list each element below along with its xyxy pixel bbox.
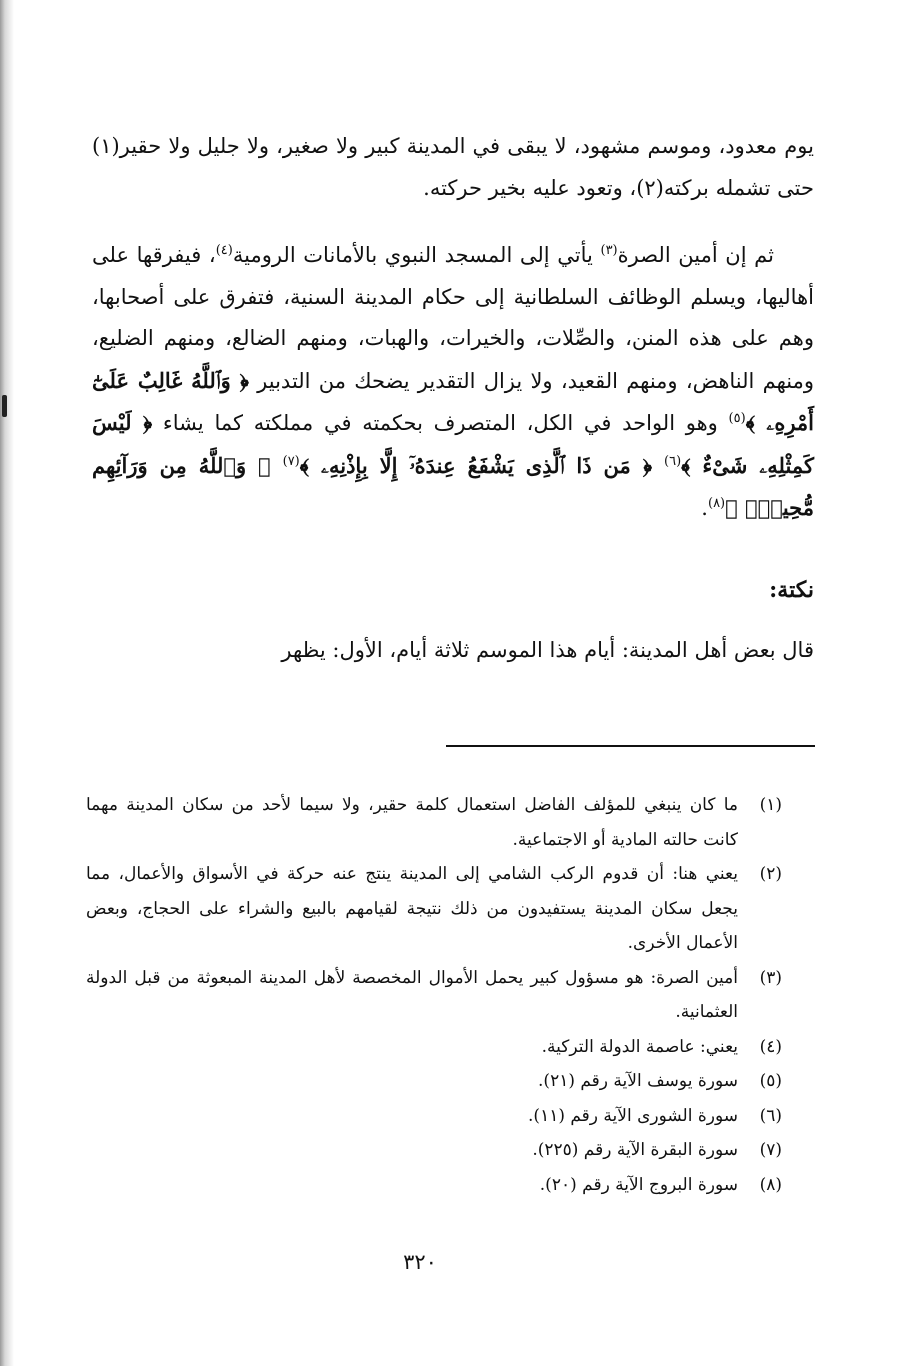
paragraph-2-part-1: ثم إن أمين الصرة [617, 243, 775, 267]
footnote-number: (٥) [759, 1071, 782, 1091]
binding-mark [2, 395, 7, 417]
footnote-text: أمين الصرة: هو مسؤول كبير يحمل الأموال المخصصة لأهل المدينة المبعوثة من قبل الدولة العثمانية. [86, 967, 738, 1022]
footnote-text: سورة الشورى الآية رقم (١١). [528, 1105, 738, 1126]
footnote-text: يعني: عاصمة الدولة التركية. [541, 1036, 738, 1057]
page-edge-shadow [0, 0, 16, 1366]
quran-verse-8: ﴿ وَٱللَّهُ مِن وَرَآئِهِم مُّحِيطٌۢ ﴾ [92, 452, 814, 520]
footnote-ref-4: (٤) [215, 243, 233, 258]
footnote-text: سورة البروج الآية رقم (٢٠). [539, 1174, 738, 1195]
footnote-number: (٦) [759, 1105, 782, 1126]
page-number: ٣٢٠ [403, 1250, 437, 1274]
footnote-number: (٣) [759, 967, 782, 988]
paragraph-2-end: . [701, 496, 708, 520]
paragraph-3-text: قال بعض أهل المدينة: أيام هذا الموسم ثلاثة أيام، الأول: يظهر [281, 637, 814, 662]
footnote-number: (١) [759, 795, 782, 815]
footnote-1 [86, 788, 782, 857]
paragraph-2-part-4: وهو الواحد في الكل، المتصرف بحكمته في مملكته كما يشاء [152, 411, 729, 435]
footnote-5 [86, 1064, 782, 1099]
footnote-4 [86, 1030, 782, 1065]
footnote-ref-5: (٥) [728, 411, 746, 426]
quran-verse-6: ﴿ لَيْسَ كَمِثْلِهِۦ شَىْءٌ ﴾ [92, 410, 814, 478]
footnote-number: (٧) [759, 1140, 782, 1160]
footnote-ref-8: (٨) [707, 496, 726, 511]
footnote-8 [86, 1168, 782, 1203]
footnote-text: يعني هنا: أن قدوم الركب الشامي إلى المدينة ينتج عنه حركة في الأسواق والأعمال، مما يجعل سكان المدينة يستفيدون من ذلك نتيجة لقيامهم بالبيع والشراء على الحجاج، وبعض الأعمال الأخرى. [86, 864, 738, 953]
footnote-number: (٢) [759, 864, 782, 884]
footnote-6 [86, 1099, 782, 1134]
paragraph-2-part-2: يأتي إلى المسجد النبوي بالأمانات الرومية [232, 243, 601, 267]
footnote-ref-7: (٧) [282, 453, 300, 469]
footnote-ref-3: (٣) [600, 243, 618, 258]
paragraph-2-text [92, 235, 814, 530]
footnote-2 [86, 857, 782, 961]
paragraph-1-text: يوم معدود، وموسم مشهود، لا يبقى في المدينة كبير ولا صغير، ولا جليل ولا حقير(١) حتى تشمله بركته(٢)، وتعود عليه بخير حركته. [92, 134, 814, 200]
paragraph-1 [92, 126, 814, 209]
footnote-text: سورة البقرة الآية رقم (٢٢٥). [532, 1140, 738, 1160]
footnotes [86, 788, 782, 1202]
main-text [92, 126, 814, 670]
paragraph-2 [92, 235, 814, 530]
quran-verse-5: ﴿ وَٱللَّهُ غَالِبٌ عَلَىٰٓ أَمْرِهِۦ ﴾ [92, 367, 814, 435]
footnote-text: سورة يوسف الآية رقم (٢١). [538, 1071, 738, 1091]
footnote-ref-6: (٦) [664, 453, 682, 469]
paragraph-2-part-3: ، فيفرقها على أهاليها، ويسلم الوظائف السلطانية إلى حكام المدينة السنية، فتفرق على أصحابها، وهم على هذه المنن، والصِّلات، والخيرات، والهبات، ومنهم الضالع، ومنهم الضليع، ومنهم الناهض، ومنهم القعيد، ولا يزال التقدير يضحك من التدبير [92, 243, 814, 393]
footnote-divider [446, 745, 815, 747]
section-heading: نكتة: [769, 576, 814, 603]
footnote-number: (٨) [759, 1174, 782, 1195]
quran-verse-7: ﴿ مَن ذَا ٱلَّذِى يَشْفَعُ عِندَهُۥٓ إِلَّا بِإِذْنِهِۦ ﴾ [299, 452, 664, 478]
footnote-7 [86, 1133, 782, 1168]
footnote-3 [86, 961, 782, 1030]
footnote-number: (٤) [759, 1036, 782, 1057]
footnote-text: ما كان ينبغي للمؤلف الفاضل استعمال كلمة حقير، ولا سيما لأحد من سكان المدينة مهما كانت حالته المادية أو الاجتماعية. [86, 795, 738, 850]
